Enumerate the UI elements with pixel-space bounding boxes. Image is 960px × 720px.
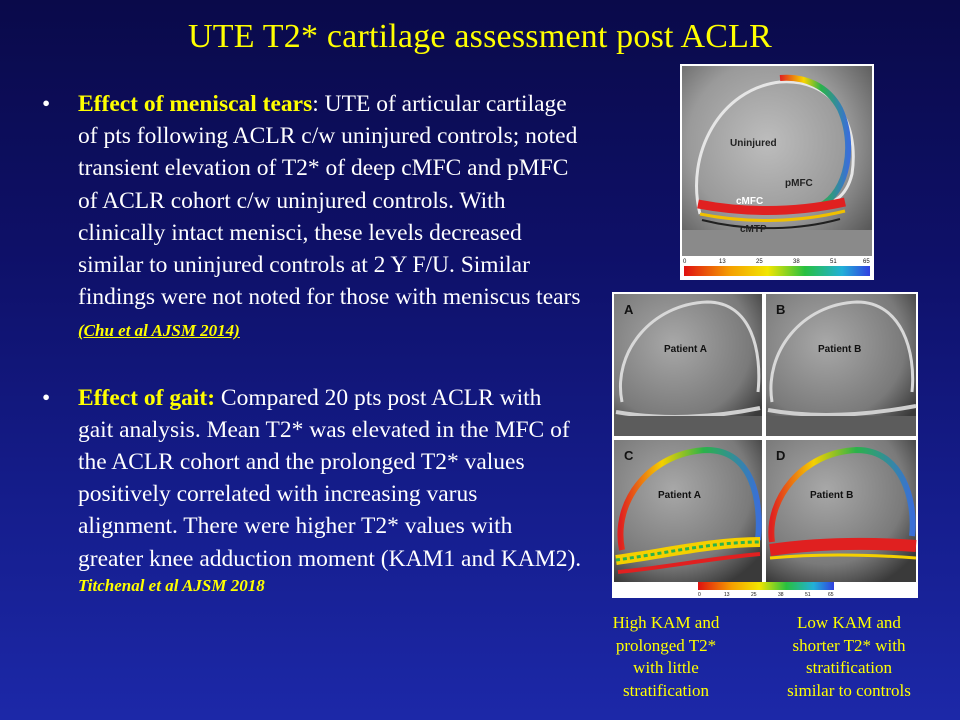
- caption-line: stratification: [806, 658, 892, 677]
- color-scale-bar: [698, 582, 834, 590]
- bullet-citation: (Chu et al AJSM 2014): [78, 321, 240, 341]
- label-pmfc: pMFC: [785, 178, 813, 189]
- panel-patient-label: Patient A: [658, 490, 701, 501]
- caption-line: shorter T2* with: [792, 635, 906, 655]
- caption-line: stratification: [623, 680, 709, 700]
- scale-tick: 25: [756, 259, 763, 265]
- panel-patient-label: Patient B: [818, 344, 862, 355]
- bullet-meniscal-tears: [42, 88, 582, 348]
- bullet-lead: Effect of gait:: [78, 384, 216, 411]
- slide-title: UTE T2* cartilage assessment post ACLR: [188, 18, 772, 55]
- label-cmfc: cMFC: [736, 196, 764, 207]
- panel-patient-label: Patient B: [810, 490, 854, 501]
- label-cmtp: cMTP: [740, 224, 767, 235]
- scale-tick: 38: [793, 259, 800, 265]
- panel-letter: D: [776, 448, 786, 463]
- panel-b: [766, 294, 916, 436]
- bullet-lead: Effect of meniscal tears: [78, 91, 313, 117]
- bullet-marker: •: [42, 91, 51, 117]
- scale-tick: 65: [863, 259, 870, 265]
- bullet-gait: [42, 382, 582, 597]
- mri-figure-patients: [612, 292, 918, 598]
- caption-line: High KAM and: [612, 613, 720, 632]
- scale-tick: 25: [751, 592, 757, 598]
- scale-tick: 13: [724, 592, 730, 598]
- scale-tick: 0: [698, 592, 701, 598]
- bullet-text: : UTE of articular cartilage of pts following ACLR c/w uninjured controls; noted transient elevation of T2* of deep cMFC and pMFC of ACLR cohort c/w uninjured controls. With clinically intact menisci, these levels decreased similar to uninjured controls at 2 Y F/U. Similar findings were not noted for those with meniscus tears: [78, 91, 581, 311]
- caption-high-kam: [590, 612, 742, 702]
- panel-letter: B: [776, 302, 786, 317]
- scale-tick: 38: [778, 592, 784, 598]
- color-scale-bar: [684, 266, 870, 276]
- scale-tick: 51: [830, 259, 837, 265]
- scale-tick: 65: [828, 592, 834, 598]
- panel-c: [614, 440, 762, 582]
- caption-low-kam: [760, 612, 938, 702]
- panel-patient-label: Patient A: [664, 344, 707, 355]
- scale-tick: 0: [683, 259, 687, 265]
- panel-letter: A: [624, 302, 634, 317]
- bullet-citation: Titchenal et al AJSM 2018: [78, 575, 265, 595]
- scale-tick: 51: [805, 592, 811, 598]
- caption-line: Low KAM and: [797, 613, 901, 632]
- mri-figure-uninjured: [680, 64, 874, 280]
- panel-a: [614, 294, 762, 436]
- caption-line: with little: [633, 658, 699, 677]
- panel-d: [766, 440, 916, 582]
- bullet-text: Compared 20 pts post ACLR with gait analysis. Mean T2* was elevated in the MFC of the ACLR cohort and the prolonged T2* values positively correlated with increasing varus alignment. There were higher T2* values with greater knee adduction moment (KAM1 and KAM2).: [78, 384, 582, 572]
- panel-letter: C: [624, 448, 634, 463]
- label-uninjured: Uninjured: [730, 138, 777, 149]
- bullet-list: [42, 88, 582, 597]
- caption-line: similar to controls: [787, 680, 911, 700]
- caption-line: prolonged T2*: [615, 635, 717, 655]
- scale-tick: 13: [719, 259, 726, 265]
- bullet-marker: •: [42, 384, 51, 411]
